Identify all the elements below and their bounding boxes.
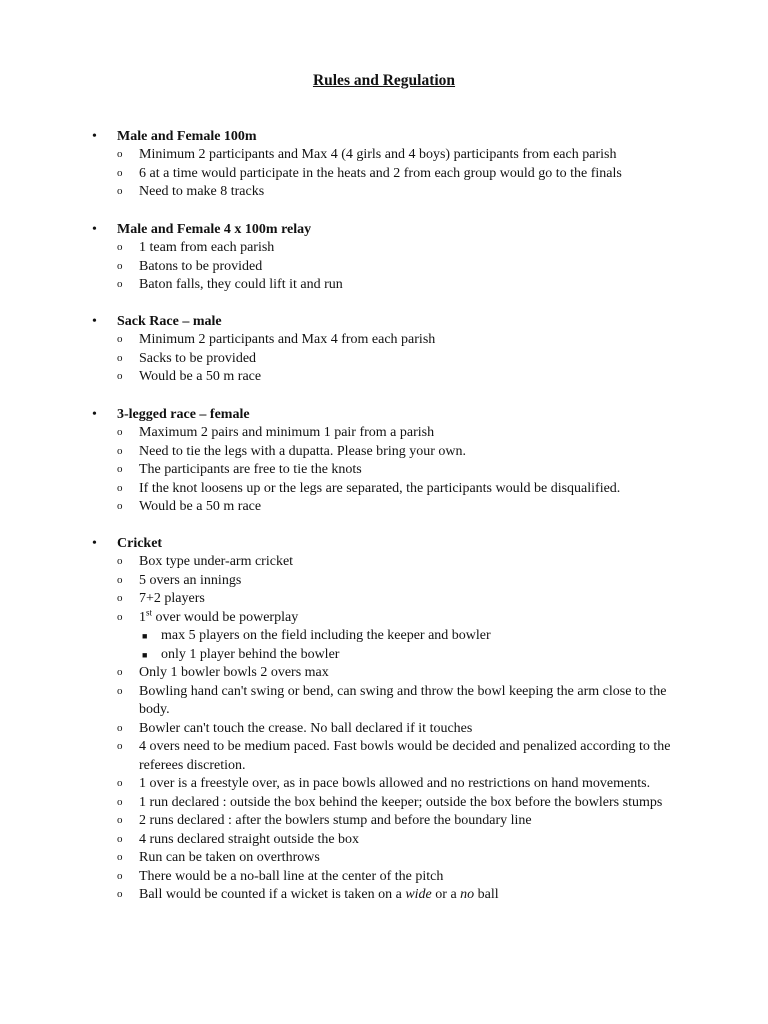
circle-bullet-icon: o — [117, 573, 123, 586]
circle-bullet-icon: o — [117, 684, 123, 697]
section-heading: • Cricket — [92, 536, 163, 551]
circle-bullet-icon: o — [117, 259, 123, 272]
bullet-icon: • — [92, 407, 97, 422]
circle-bullet-icon: o — [117, 777, 123, 789]
list-item: o Would be a 50 m race — [117, 369, 262, 384]
bullet-icon: • — [92, 314, 97, 329]
circle-bullet-icon: o — [117, 888, 123, 900]
list-item: o Baton falls, they could lift it and run — [117, 277, 343, 292]
circle-bullet-icon: o — [117, 592, 123, 604]
circle-bullet-icon: o — [117, 370, 123, 382]
bullet-icon: • — [92, 129, 97, 144]
list-item: o If the knot loosens up or the legs are separated, the participants would be disqualified. — [117, 480, 621, 496]
list-item: o 7+2 players — [117, 591, 205, 606]
list-item: o There would be a no-ball line at the center of the pitch — [117, 868, 444, 884]
circle-bullet-icon: o — [117, 278, 123, 290]
square-bullet-icon: ■ — [142, 631, 148, 641]
list-item: o Ball would be counted if a wicket is taken on a wide or a no ball — [117, 887, 499, 902]
circle-bullet-icon: o — [117, 555, 123, 567]
circle-bullet-icon: o — [117, 166, 123, 179]
list-item: o Minimum 2 participants and Max 4 (4 girls and 4 boys) participants from each parish — [117, 147, 617, 162]
circle-bullet-icon: o — [117, 666, 123, 678]
circle-bullet-icon: o — [117, 185, 123, 197]
circle-bullet-icon: o — [117, 241, 123, 253]
section-heading: • Male and Female 4 x 100m relay — [92, 222, 312, 237]
circle-bullet-icon: o — [117, 795, 123, 808]
list-item: o 4 overs need to be medium paced. Fast bowls would be decided and penalized according to the referees discretion. — [117, 739, 671, 773]
list-item: o Bowling hand can't swing or bend, can swing and throw the bowl keeping the arm close to the body. — [117, 683, 667, 717]
page-title: Rules and Regulation — [312, 72, 456, 89]
list-item: o 6 at a time would participate in the heats and 2 from each group would go to the finals — [117, 165, 622, 181]
bullet-icon: • — [92, 536, 97, 551]
list-item: o Minimum 2 participants and Max 4 from each parish — [117, 332, 436, 347]
list-item: o Sacks to be provided — [117, 350, 257, 366]
list-item: o Need to tie the legs with a dupatta. Please bring your own. — [117, 443, 466, 459]
circle-bullet-icon: o — [117, 721, 123, 734]
section-100m — [0, 127, 768, 202]
circle-bullet-icon: o — [117, 832, 123, 845]
circle-bullet-icon: o — [117, 426, 123, 438]
circle-bullet-icon: o — [117, 444, 123, 457]
circle-bullet-icon: o — [117, 463, 123, 475]
circle-bullet-icon: o — [117, 814, 123, 826]
list-item: o Box type under-arm cricket — [117, 554, 294, 569]
section-sack-race — [0, 312, 768, 387]
circle-bullet-icon: o — [117, 500, 123, 512]
list-item: o 1 over is a freestyle over, as in pace bowls allowed and no restrictions on hand movements. — [117, 776, 651, 791]
circle-bullet-icon: o — [117, 869, 123, 882]
section-heading: • Sack Race – male — [92, 314, 222, 329]
list-item: o 2 runs declared : after the bowlers stump and before the boundary line — [117, 813, 532, 828]
section-relay — [0, 220, 768, 295]
bullet-icon: • — [92, 222, 97, 237]
circle-bullet-icon: o — [117, 740, 123, 752]
section-cricket — [0, 534, 768, 905]
circle-bullet-icon: o — [117, 333, 123, 345]
circle-bullet-icon: o — [117, 351, 123, 364]
square-bullet-icon: ■ — [142, 649, 148, 660]
list-item: o 5 overs an innings — [117, 572, 242, 588]
list-item: o 1 run declared : outside the box behind the keeper; outside the box before the bowlers stumps — [117, 794, 663, 810]
circle-bullet-icon: o — [117, 148, 123, 160]
list-item: o Bowler can't touch the crease. No ball declared if it touches — [117, 720, 473, 736]
circle-bullet-icon: o — [117, 481, 123, 494]
list-item: o 1 team from each parish — [117, 240, 275, 255]
list-item: o Would be a 50 m race — [117, 499, 262, 514]
circle-bullet-icon: o — [117, 610, 123, 623]
section-heading: • Male and Female 100m — [92, 129, 257, 144]
list-item: o Maximum 2 pairs and minimum 1 pair from a parish — [117, 425, 435, 440]
list-item: o The participants are free to tie the knots — [117, 462, 362, 477]
list-item: o Only 1 bowler bowls 2 overs max — [117, 665, 329, 680]
list-item: o Batons to be provided — [117, 258, 263, 274]
sub-list-item: ■ only 1 player behind the bowler — [142, 646, 340, 662]
section-heading: • 3-legged race – female — [92, 407, 250, 422]
section-3-legged-race — [0, 405, 768, 517]
circle-bullet-icon: o — [117, 851, 123, 863]
list-item-powerplay: o 1st over would be powerplay — [117, 606, 299, 625]
list-item: o Need to make 8 tracks — [117, 184, 265, 199]
list-item: o Run can be taken on overthrows — [117, 850, 320, 865]
sub-list-item: ■ max 5 players on the field including the keeper and bowler — [142, 628, 491, 643]
list-item: o 4 runs declared straight outside the box — [117, 831, 360, 847]
